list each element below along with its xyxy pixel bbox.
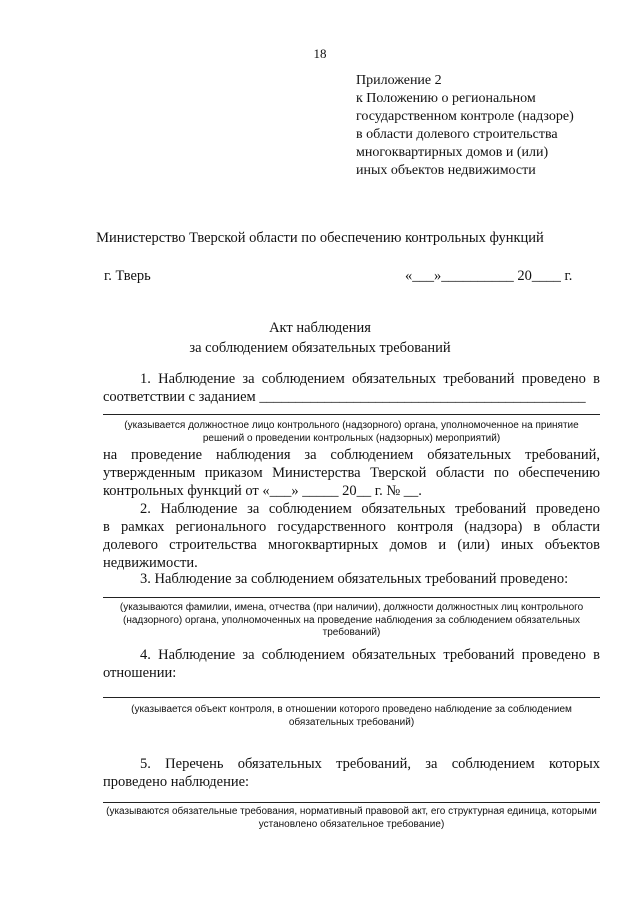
date-field: «___»__________ 20____ г.: [405, 268, 573, 284]
section-4-line: отношении:: [103, 665, 177, 681]
section-2-line: недвижимости.: [103, 555, 198, 571]
section-1-continuation: утвержденным приказом Министерства Тверской области по обеспечению: [103, 465, 600, 481]
section-3-line: 3. Наблюдение за соблюдением обязательных требований проведено:: [140, 571, 569, 587]
section-5-line: 5. Перечень обязательных требований, за соблюдением которых: [140, 756, 600, 772]
document-subtitle: за соблюдением обязательных требований: [189, 340, 451, 356]
divider: [103, 597, 600, 598]
section-3-note: (указываются фамилии, имена, отчества (при наличии), должности должностных лиц контрольного (надзорного) органа, уполномоченных на проведение наблюдения за соблюдением обязательных требований): [119, 602, 584, 638]
section-1-continuation: контрольных функций от «___» _____ 20__ г. № __.: [103, 483, 422, 499]
page-number: 18: [313, 46, 327, 61]
city: г. Тверь: [104, 268, 151, 284]
section-1-line: соответствии с заданием _____________________________________________: [103, 389, 586, 405]
document-title: Акт наблюдения: [269, 320, 371, 336]
section-2-line: долевого строительства многоквартирных домов и (или) иных объектов: [103, 537, 600, 553]
section-4-note: (указывается объект контроля, в отношении которого проведено наблюдение за соблюдением обязательных требований): [131, 704, 572, 728]
ministry-name: Министерство Тверской области по обеспечению контрольных функций: [96, 230, 544, 246]
section-5-note: (указываются обязательные требования, нормативный правовой акт, его структурная единица, которыми установлено обязательное требование): [106, 806, 597, 830]
section-1-line: 1. Наблюдение за соблюдением обязательных требований проведено в: [140, 371, 600, 387]
section-1-continuation: на проведение наблюдения за соблюдением обязательных требований,: [103, 447, 600, 463]
divider: [103, 802, 600, 803]
appendix-line: к Положению о региональном: [356, 91, 536, 106]
appendix-line: многоквартирных домов и (или): [356, 145, 549, 160]
section-2-line: 2. Наблюдение за соблюдением обязательных требований проведено: [140, 501, 600, 517]
appendix-line: иных объектов недвижимости: [356, 163, 536, 178]
appendix-line: в области долевого строительства: [356, 127, 558, 142]
appendix-header: [356, 72, 574, 180]
divider: [103, 414, 600, 415]
section-5-line: проведено наблюдение:: [103, 774, 250, 790]
section-2-line: в рамках регионального государственного контроля (надзора) в области: [103, 519, 600, 535]
section-4-line: 4. Наблюдение за соблюдением обязательных требований проведено в: [140, 647, 600, 663]
divider: [103, 697, 600, 698]
section-1-note: (указывается должностное лицо контрольного (надзорного) органа, уполномоченное на принятие решений о проведении контрольных (надзорных) мероприятий): [124, 420, 579, 444]
appendix-line: государственном контроле (надзоре): [356, 109, 574, 124]
appendix-line: Приложение 2: [356, 73, 442, 88]
